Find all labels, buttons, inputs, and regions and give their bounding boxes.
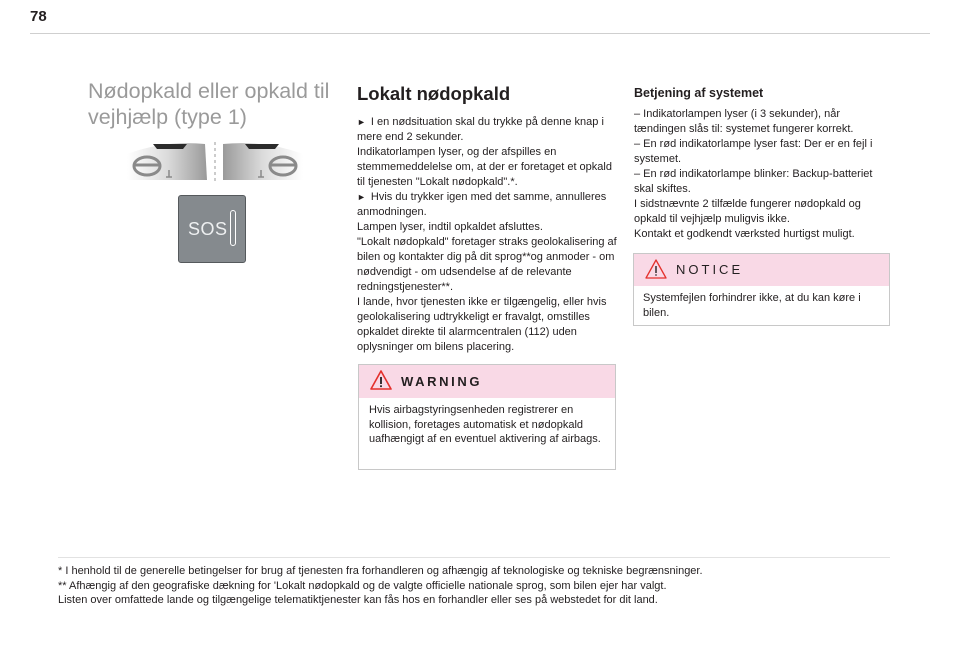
warning-triangle-icon [370, 370, 392, 390]
warning-header [359, 365, 615, 398]
operation-line: Kontakt et godkendt værksted hurtigst muligt. [634, 228, 855, 240]
footnote-divider [58, 557, 890, 558]
footnotes [58, 564, 928, 608]
notice-header [634, 254, 889, 286]
operation-line: I sidstnævnte 2 tilfælde fungerer nødopkald og opkald til vejhjælp muligvis ikke. [634, 198, 861, 225]
section-heading: Lokalt nødopkald [357, 83, 511, 104]
bullet-arrow-icon: ► [357, 117, 366, 127]
header-divider [30, 33, 930, 34]
warning-text: Hvis airbagstyringsenheden registrerer en kollision, foretages automatisk et nødopkald uafhængigt af en eventuel aktivering af airbags. [369, 404, 601, 445]
section-heading: Betjening af systemet [634, 86, 764, 100]
notice-box [633, 253, 890, 326]
instruction-paragraph: ► I en nødsituation skal du trykke på denne knap i mere end 2 sekunder. [357, 116, 604, 143]
operation-line: – Indikatorlampen lyser (i 3 sekunder), når tændingen slås til: systemet fungerer korrekt. [634, 108, 854, 135]
indicator-lamp-icon [230, 210, 236, 246]
instruction-paragraph: Indikatorlampen lyser, og der afspilles en stemmemeddelelse om, at der er foretaget et opkald til tjenesten "Lokalt nødopkald".*. [357, 146, 612, 188]
footnote: ** Afhængig af den geografiske dækning for 'Lokalt nødopkald og de valgte officielle nationale sprog, som bilen ejer har valgt. [58, 579, 667, 592]
operation-line: – En rød indikatorlampe blinker: Backup-batteriet skal skiftes. [634, 168, 873, 195]
local-emergency-call-section [357, 82, 619, 355]
bullet-arrow-icon: ► [357, 192, 366, 202]
notice-text: Systemfejlen forhindrer ikke, at du kan køre i bilen. [643, 292, 861, 319]
sos-button-illustration [178, 195, 246, 263]
notice-triangle-icon [645, 259, 667, 279]
warning-box [358, 364, 616, 470]
dashboard-illustration [125, 140, 305, 184]
left-hand-drive-dashboard [127, 143, 207, 180]
section-title [88, 78, 350, 130]
warning-title: WARNING [401, 374, 483, 389]
section-title-line2: vejhjælp (type 1) [88, 105, 247, 129]
notice-title: NOTICE [676, 262, 744, 277]
operation-line: – En rød indikatorlampe lyser fast: Der er en fejl i systemet. [634, 138, 873, 165]
instruction-paragraph: I lande, hvor tjenesten ikke er tilgængelig, eller hvis geolokalisering udtrykkeligt er fravalgt, omstilles opkaldet direkte til alarmcentralen (112) uden oplysninger om bilens placering. [357, 296, 607, 353]
system-operation-section [634, 86, 892, 242]
footnote: * I henhold til de generelle betingelser for brug af tjenesten fra forhandleren og afhængig af teknologiske og tekniske begrænsninger. [58, 565, 703, 577]
instruction-paragraph: "Lokalt nødopkald" foretager straks geolokalisering af bilen og kontakter dig på dit sprog**og anmoder - om nødvendigt - om udsendelse af de relevante redningstjenester**. [357, 236, 617, 293]
footnote: Listen over omfattede lande og tilgængelige telematiktjenester kan fås hos en forhandler eller ses på webstedet for dit land. [58, 594, 658, 606]
right-hand-drive-dashboard [223, 143, 303, 180]
instructions-text [357, 115, 619, 355]
sos-label: SOS [188, 219, 228, 239]
instruction-paragraph: ► Hvis du trykker igen med det samme, annulleres anmodningen. [357, 191, 607, 218]
section-title-line1: Nødopkald eller opkald til [88, 79, 330, 103]
instruction-paragraph: Lampen lyser, indtil opkaldet afsluttes. [357, 221, 543, 233]
operation-text [634, 107, 892, 242]
page-number: 78 [30, 8, 47, 25]
